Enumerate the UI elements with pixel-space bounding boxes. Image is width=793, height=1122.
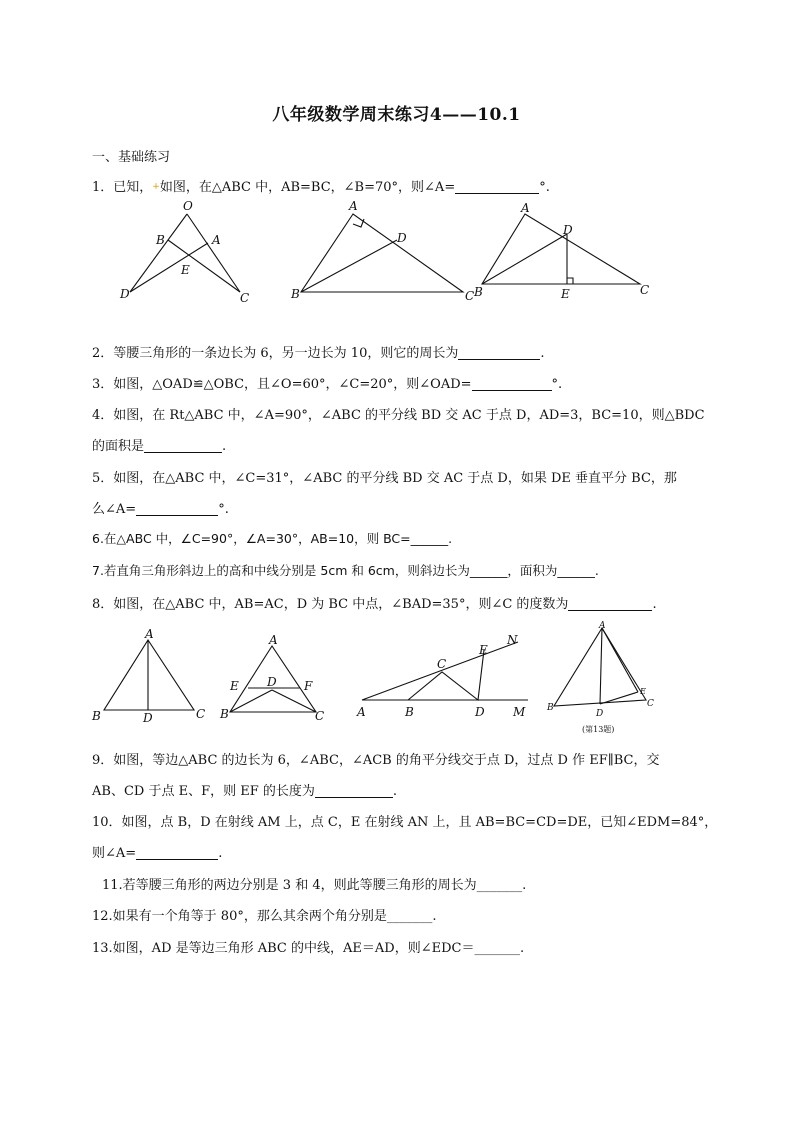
q1-answer-blank <box>455 179 539 194</box>
question-10-line1: 10．如图，点 B，D 在射线 AM 上，点 C，E 在射线 AN 上，且 AB=BC=CD=DE，已知∠EDM=84°， <box>92 815 718 830</box>
fig3-label-c: C <box>640 283 650 297</box>
fig6-label-n: N <box>507 633 518 647</box>
fig3-label-a: A <box>521 201 530 215</box>
question-3 <box>92 373 562 392</box>
question-6: 6.在△ABC 中，∠C=90°，∠A=30°，AB=10，则 BC=______. <box>92 531 453 546</box>
fig1-label-o: O <box>183 199 193 213</box>
question-11: 11.若等腰三角形的两边分别是 3 和 4，则此等腰三角形的周长为_______. <box>102 878 527 893</box>
q8-answer-blank <box>568 596 652 611</box>
fig1-label-a: A <box>212 233 221 247</box>
fig7-label-e: E <box>640 687 646 696</box>
fig3-label-b: B <box>474 285 483 299</box>
fig6-label-b: B <box>405 705 414 719</box>
q3-end: °. <box>551 377 563 392</box>
figure-5 <box>218 624 330 728</box>
fig6-label-m: M <box>513 705 526 719</box>
q1-text: 如图，在△ABC 中，AB=BC，∠B=70°，则∠A= <box>159 180 456 195</box>
q3-answer-blank <box>472 376 552 391</box>
question-7: 7.若直角三角形斜边上的高和中线分别是 5cm 和 6cm，则斜边长为______，面积为______. <box>92 563 599 578</box>
q1-prefix: 1．已知， <box>92 180 153 195</box>
fig5-label-a: A <box>269 633 278 647</box>
q1-end: °. <box>539 180 550 195</box>
fig2-label-b: B <box>291 287 300 301</box>
figure-6 <box>352 624 534 728</box>
fig4-label-a: A <box>145 627 154 641</box>
q10-end: . <box>218 846 223 861</box>
fig1-line-bc <box>168 240 240 292</box>
q5-text: 么∠A= <box>92 502 137 517</box>
fig5-label-d: D <box>267 675 277 689</box>
fig6-ray-an <box>362 642 518 700</box>
fig2-label-d: D <box>397 231 407 245</box>
fig4-label-d: D <box>143 711 153 725</box>
question-5-line2 <box>92 498 229 517</box>
fig5-line-bd <box>230 690 272 712</box>
fig1-label-e: E <box>181 263 190 277</box>
fig2-line-bd <box>301 240 397 292</box>
fig4-label-c: C <box>196 707 206 721</box>
q5-end: °. <box>218 502 229 517</box>
question-2 <box>92 342 545 361</box>
question-9-line2 <box>92 780 397 799</box>
fig6-label-e: E <box>479 643 488 657</box>
question-12: 12.如果有一个角等于 80°，那么其余两个角分别是_______. <box>92 909 437 924</box>
fig1-line-oc <box>187 214 240 292</box>
page-title: 八年级数学周末练习4——10.1 <box>272 105 521 125</box>
q8-text: 8．如图，在△ABC 中，AB=AC，D 为 BC 中点，∠BAD=35°，则∠C 的度数为 <box>92 597 569 612</box>
question-13: 13.如图，AD 是等边三角形 ABC 的中线，AE＝AD，则∠EDC＝_______. <box>92 941 525 956</box>
question-1 <box>92 176 550 195</box>
q9-answer-blank <box>315 783 393 798</box>
fig7-label-a: A <box>599 621 606 631</box>
fig4-label-b: B <box>92 709 101 723</box>
fig1-line-ad <box>130 243 208 292</box>
q4-answer-blank <box>144 438 222 453</box>
fig7-label-b: B <box>547 703 554 713</box>
q3-text: 3．如图，△OAD≌△OBC，且∠O=60°，∠C=20°，则∠OAD= <box>92 377 472 392</box>
fig4-triangle <box>104 640 194 710</box>
figure-3 <box>470 196 670 308</box>
section-heading: 一、基础练习 <box>92 150 171 165</box>
q5-answer-blank <box>136 501 218 516</box>
q2-text: 2．等腰三角形的一条边长为 6，另一边长为 10，则它的周长为 <box>92 346 459 361</box>
fig5-line-cd <box>272 690 316 712</box>
fig1-label-c: C <box>240 291 250 305</box>
fig3-triangle <box>482 214 640 284</box>
fig7-label-c: C <box>647 699 654 709</box>
fig2-label-c: C <box>465 289 475 303</box>
fig5-label-e: E <box>230 679 239 693</box>
figure-2 <box>285 196 485 308</box>
question-8 <box>92 593 657 612</box>
q2-end: . <box>540 346 545 361</box>
fig1-line-od <box>130 214 187 292</box>
fig2-label-a: A <box>349 199 358 213</box>
question-10-line2 <box>92 842 222 861</box>
fig5-label-b: B <box>220 707 229 721</box>
q10-answer-blank <box>136 845 218 860</box>
fig6-label-c: C <box>437 657 447 671</box>
fig1-label-d: D <box>120 287 130 301</box>
fig7-line-ad <box>600 628 602 704</box>
question-9-line1: 9．如图，等边△ABC 的边长为 6，∠ABC，∠ACB 的角平分线交于点 D，过点 D 作 EF∥BC，交 <box>92 753 660 768</box>
figure-7 <box>542 616 662 738</box>
fig6-label-a: A <box>357 705 366 719</box>
figure-1 <box>110 196 260 308</box>
q9-end: . <box>392 784 398 799</box>
q4-text: 的面积是 <box>92 439 145 454</box>
fig5-label-c: C <box>315 709 325 723</box>
q4-end: . <box>222 439 227 454</box>
fig7-line-ae <box>602 628 638 692</box>
question-5-line1: 5．如图，在△ABC 中，∠C=31°，∠ABC 的平分线 BD 交 AC 于点 D，如果 DE 垂直平分 BC，那 <box>92 471 677 486</box>
question-4-line1: 4．如图，在 Rt△ABC 中，∠A=90°，∠ABC 的平分线 BD 交 AC 于点 D，AD=3，BC=10，则△BDC <box>92 408 705 423</box>
q1-mark: + <box>152 182 160 192</box>
fig6-label-d: D <box>475 705 485 719</box>
question-4-line2 <box>92 435 226 454</box>
q8-end: . <box>652 597 657 612</box>
q9-text: AB、CD 于点 E、F，则 EF 的长度为 <box>92 784 315 799</box>
fig1-label-b: B <box>156 233 165 247</box>
fig3-label-e: E <box>561 287 570 301</box>
q2-answer-blank <box>458 345 540 360</box>
fig5-label-f: F <box>304 679 313 693</box>
fig3-right-angle <box>567 278 573 284</box>
fig7-caption: (第13题) <box>582 725 615 734</box>
figure-4 <box>88 624 218 728</box>
fig3-line-bd <box>482 234 567 284</box>
fig3-label-d: D <box>563 223 573 237</box>
fig7-label-d: D <box>596 709 604 719</box>
q10-text: 则∠A= <box>92 846 137 861</box>
fig2-triangle <box>301 214 463 292</box>
